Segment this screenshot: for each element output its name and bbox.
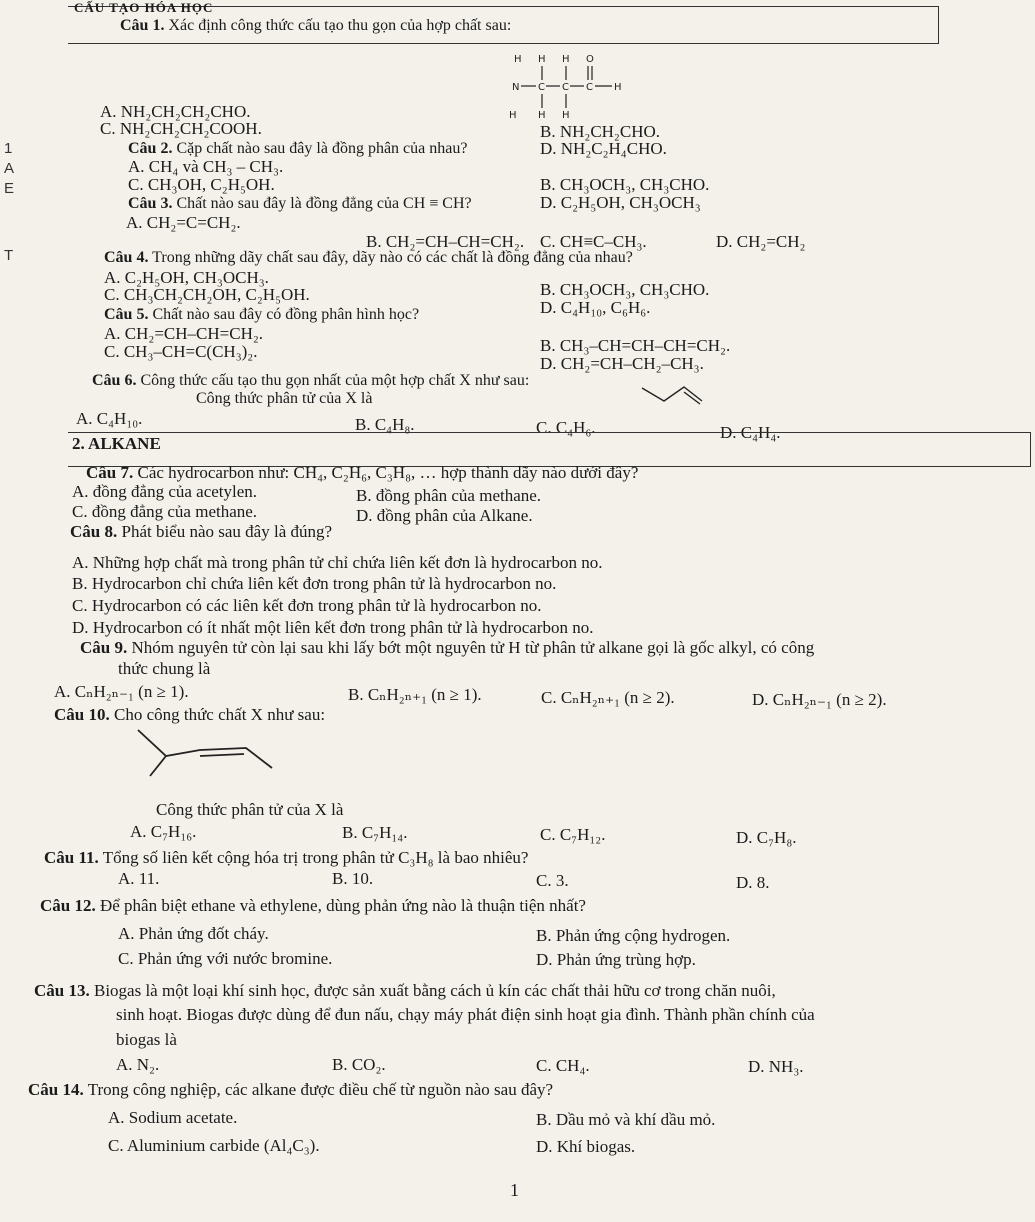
q5-option-d[interactable]: D. CH₂=CH–CH₂–CH₃.	[540, 354, 704, 373]
question-label: Câu 5.	[104, 306, 149, 323]
question-label: Câu 9.	[80, 638, 128, 657]
question-13-line3: biogas là	[116, 1030, 177, 1049]
q9-option-c[interactable]: C. CₙH₂ₙ₊₁ (n ≥ 2).	[541, 688, 675, 707]
q13-option-d[interactable]: D. NH₃.	[748, 1057, 804, 1076]
q7-option-a[interactable]: A. đồng đẳng của acetylen.	[72, 482, 258, 501]
question-label: Câu 7.	[86, 463, 134, 482]
atom-o: O	[586, 54, 594, 65]
question-text: Cặp chất nào sau đây là đồng phân của nhau?	[176, 140, 468, 157]
q6-subtext: Công thức phân tử của X là	[196, 390, 373, 407]
q2-option-b[interactable]: B. CH₃OCH₃, CH₃CHO.	[540, 175, 710, 194]
question-text: Tổng số liên kết cộng hóa trị trong phân tử C₃H₈ là bao nhiêu?	[102, 848, 529, 867]
section-2-title: 2. ALKANE	[72, 434, 161, 453]
question-label: Câu 10.	[54, 705, 110, 724]
q6-option-d[interactable]: D. C₄H₄.	[720, 423, 781, 442]
question-13	[34, 981, 776, 1001]
question-label: Câu 1.	[120, 17, 165, 34]
q12-option-c[interactable]: C. Phản ứng với nước bromine.	[118, 949, 333, 968]
question-12	[40, 896, 586, 916]
question-label: Câu 11.	[44, 848, 99, 867]
question-text: Trong những dãy chất sau đây, dãy nào có các chất là đồng đẳng của nhau?	[152, 249, 633, 266]
question-label: Câu 4.	[104, 249, 149, 266]
q4-option-d[interactable]: D. C₄H₁₀, C₆H₆.	[540, 298, 651, 317]
question-text: Phát biểu nào sau đây là đúng?	[121, 522, 333, 541]
q11-option-d[interactable]: D. 8.	[736, 873, 770, 892]
question-14	[28, 1080, 553, 1100]
atom-h: H	[538, 110, 546, 121]
question-7	[86, 463, 638, 483]
q1-option-a[interactable]: A. NH₂CH₂CH₂CHO.	[100, 102, 251, 121]
question-label: Câu 12.	[40, 896, 96, 915]
q7-option-b[interactable]: B. đồng phân của methane.	[356, 486, 542, 505]
q9-option-a[interactable]: A. CₙH₂ₙ₋₁ (n ≥ 1).	[54, 682, 189, 701]
margin-mark: A	[4, 160, 15, 177]
q9-option-d[interactable]: D. CₙH₂ₙ₋₁ (n ≥ 2).	[752, 690, 887, 709]
q7-option-c[interactable]: C. đồng đẳng của methane.	[72, 502, 258, 521]
q14-option-a[interactable]: A. Sodium acetate.	[108, 1108, 238, 1127]
question-3	[128, 195, 472, 213]
question-label: Câu 6.	[92, 372, 137, 389]
question-10	[54, 705, 325, 725]
q1-option-c[interactable]: C. NH₂CH₂CH₂COOH.	[100, 119, 262, 138]
question-2	[128, 140, 467, 158]
question-9-line2: thức chung là	[118, 659, 211, 678]
atom-h: H	[538, 54, 546, 65]
question-6	[92, 372, 529, 390]
question-text: Chất nào sau đây có đồng phân hình học?	[152, 306, 420, 323]
q13-option-c[interactable]: C. CH₄.	[536, 1056, 590, 1075]
atom-h: H	[562, 110, 570, 121]
q1-option-d[interactable]: D. NH₂C₂H₄CHO.	[540, 139, 667, 158]
q10-subtext: Công thức phân tử của X là	[156, 800, 344, 819]
q13-option-a[interactable]: A. N₂.	[116, 1055, 160, 1074]
q14-option-d[interactable]: D. Khí biogas.	[536, 1137, 636, 1156]
q11-option-a[interactable]: A. 11.	[118, 869, 160, 888]
section-2-box	[68, 432, 1031, 467]
question-text: Biogas là một loại khí sinh học, được sản xuất bằng cách ủ kín các chất thải hữu cơ trong chăn nuôi,	[93, 981, 776, 1000]
margin-mark: E	[4, 180, 15, 197]
q10-option-c[interactable]: C. C₇H₁₂.	[540, 825, 606, 844]
q8-option-b[interactable]: B. Hydrocarbon chỉ chứa liên kết đơn trong phân tử là hydrocarbon no.	[72, 574, 557, 593]
question-label: Câu 3.	[128, 195, 173, 212]
q11-option-c[interactable]: C. 3.	[536, 871, 569, 890]
question-text: Các hydrocarbon như: CH₄, C₂H₆, C₃H₈, … hợp thành dãy nào dưới đây?	[137, 463, 639, 482]
q4-option-c[interactable]: C. CH₃CH₂CH₂OH, C₂H₅OH.	[104, 285, 310, 304]
q12-option-a[interactable]: A. Phản ứng đốt cháy.	[118, 924, 269, 943]
q6-option-b[interactable]: B. C₄H₈.	[355, 415, 415, 434]
q10-option-a[interactable]: A. C₇H₁₆.	[130, 822, 197, 841]
q5-option-c[interactable]: C. CH₃–CH=C(CH₃)₂.	[104, 342, 258, 361]
q10-option-b[interactable]: B. C₇H₁₄.	[342, 823, 408, 842]
question-text: Nhóm nguyên tử còn lại sau khi lấy bớt một nguyên tử H từ phân tử alkane gọi là gốc alkyl, có công	[131, 638, 815, 657]
atom-h: H	[514, 54, 522, 65]
atom-n: N	[512, 82, 520, 93]
q2-option-c[interactable]: C. CH₃OH, C₂H₅OH.	[128, 175, 275, 194]
question-text: Chất nào sau đây là đồng đẳng của CH ≡ CH?	[176, 195, 472, 212]
q10-skeletal-formula	[120, 728, 280, 788]
question-13-line2: sinh hoạt. Biogas được dùng để đun nấu, chạy máy phát điện sinh hoạt gia đình. Thành phần chính của	[116, 1005, 815, 1024]
q9-option-b[interactable]: B. CₙH₂ₙ₊₁ (n ≥ 1).	[348, 685, 482, 704]
q3-option-c[interactable]: C. CH≡C–CH₃.	[540, 232, 647, 251]
question-label: Câu 8.	[70, 522, 118, 541]
q3-option-b[interactable]: B. CH₂=CH–CH=CH₂.	[366, 232, 525, 251]
q7-option-d[interactable]: D. đồng phân của Alkane.	[356, 506, 533, 525]
question-9	[80, 638, 814, 658]
q12-option-d[interactable]: D. Phản ứng trùng hợp.	[536, 950, 696, 969]
q3-option-d[interactable]: D. CH₂=CH₂	[716, 232, 806, 251]
q6-option-a[interactable]: A. C₄H₁₀.	[76, 409, 143, 428]
q8-option-d[interactable]: D. Hydrocarbon có ít nhất một liên kết đơn trong phân tử là hydrocarbon no.	[72, 618, 594, 637]
question-5	[104, 306, 419, 324]
page-number: 1	[510, 1180, 519, 1200]
question-label: Câu 13.	[34, 981, 90, 1000]
question-1	[120, 17, 511, 35]
q12-option-b[interactable]: B. Phản ứng cộng hydrogen.	[536, 926, 731, 945]
question-8	[70, 522, 332, 542]
margin-mark: T	[4, 247, 14, 264]
q2-option-d[interactable]: D. C₂H₅OH, CH₃OCH₃	[540, 193, 701, 212]
q8-option-c[interactable]: C. Hydrocarbon có các liên kết đơn trong phân tử là hydrocarbon no.	[72, 596, 542, 615]
q4-option-b[interactable]: B. CH₃OCH₃, CH₃CHO.	[540, 280, 710, 299]
atom-c: C	[586, 82, 593, 93]
atom-h: H	[614, 82, 622, 93]
q10-option-d[interactable]: D. C₇H₈.	[736, 828, 797, 847]
q14-option-c[interactable]: C. Aluminium carbide (Al₄C₃).	[108, 1136, 320, 1155]
question-label: Câu 14.	[28, 1080, 84, 1099]
atom-h: H	[562, 54, 570, 65]
question-text: Cho công thức chất X như sau:	[113, 705, 326, 724]
atom-c: C	[538, 82, 545, 93]
q1-structure-diagram	[500, 52, 640, 122]
q5-option-b[interactable]: B. CH₃–CH=CH–CH=CH₂.	[540, 336, 731, 355]
q3-option-a[interactable]: A. CH₂=C=CH₂.	[126, 213, 241, 232]
question-text: Công thức cấu tạo thu gọn nhất của một hợp chất X như sau:	[140, 372, 530, 389]
q4-option-a[interactable]: A. C₂H₅OH, CH₃OCH₃.	[104, 268, 269, 287]
q14-option-b[interactable]: B. Dầu mỏ và khí dầu mỏ.	[536, 1110, 716, 1129]
atom-c: C	[562, 82, 569, 93]
question-text: Trong công nghiệp, các alkane được điều chế từ nguồn nào sau đây?	[87, 1080, 554, 1099]
question-text: Để phân biệt ethane và ethylene, dùng phản ứng nào là thuận tiện nhất?	[99, 896, 586, 915]
q6-option-c[interactable]: C. C₄H₆.	[536, 418, 596, 437]
q8-option-a[interactable]: A. Những hợp chất mà trong phân tử chỉ chứa liên kết đơn là hydrocarbon no.	[72, 553, 603, 572]
atom-h: H	[509, 110, 517, 121]
question-label: Câu 2.	[128, 140, 173, 157]
q6-skeletal-formula	[640, 383, 720, 407]
q13-option-b[interactable]: B. CO₂.	[332, 1055, 386, 1074]
q2-option-a[interactable]: A. CH₄ và CH₃ – CH₃.	[128, 157, 284, 176]
question-text: Xác định công thức cấu tạo thu gọn của hợp chất sau:	[168, 17, 512, 34]
margin-mark: 1	[4, 140, 13, 157]
q11-option-b[interactable]: B. 10.	[332, 869, 374, 888]
q1-option-b[interactable]: B. NH₂CH₂CHO.	[540, 122, 661, 141]
question-4	[104, 249, 633, 267]
question-11	[44, 848, 528, 868]
section-title: CẤU TẠO HÓA HỌC	[74, 0, 214, 15]
q5-option-a[interactable]: A. CH₂=CH–CH=CH₂.	[104, 324, 264, 343]
